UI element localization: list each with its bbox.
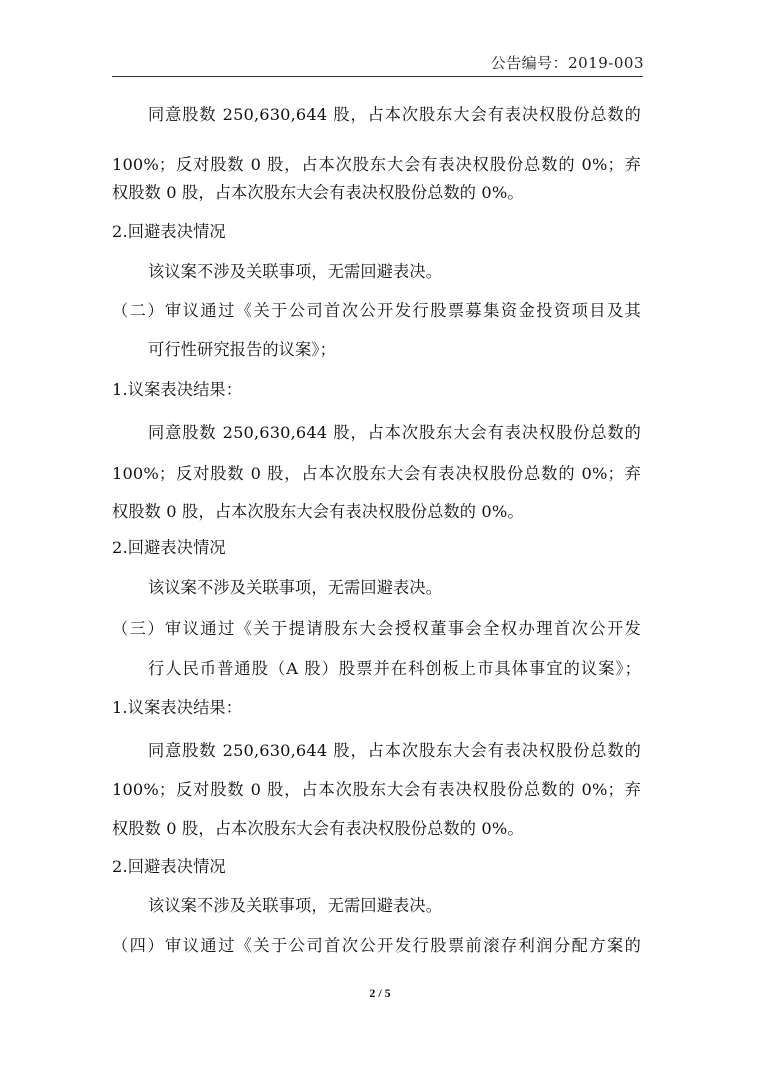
vote-result-paragraph-line: 100%；反对股数 0 股，占本次股东大会有表决权股份总数的 0%；弃	[112, 155, 641, 174]
header-rule	[112, 76, 643, 77]
vote-result-paragraph-line: 权股数 0 股，占本次股东大会有表决权股份总数的 0%。	[112, 819, 524, 838]
recusal-note: 该议案不涉及关联事项，无需回避表决。	[148, 262, 443, 281]
vote-result-paragraph-line: 同意股数 250,630,644 股，占本次股东大会有表决权股份总数的	[148, 423, 641, 442]
vote-result-paragraph-line: 100%；反对股数 0 股，占本次股东大会有表决权股份总数的 0%；弃	[112, 780, 641, 799]
section-heading: 2.回避表决情况	[112, 222, 226, 241]
resolution-title-line: （四）审议通过《关于公司首次公开发行股票前滚存利润分配方案的	[112, 936, 641, 955]
resolution-title-line: 行人民币普通股（A 股）股票并在科创板上市具体事宜的议案》；	[148, 659, 641, 678]
section-heading: 2.回避表决情况	[112, 857, 226, 876]
recusal-note: 该议案不涉及关联事项，无需回避表决。	[148, 578, 443, 597]
section-heading: 2.回避表决情况	[112, 538, 226, 557]
announcement-number: 公告编号：2019-003	[490, 54, 644, 72]
section-heading: 1.议案表决结果：	[112, 380, 243, 399]
page-number: 2 / 5	[369, 986, 391, 1000]
vote-result-paragraph-line: 权股数 0 股，占本次股东大会有表决权股份总数的 0%。	[112, 502, 524, 521]
section-heading: 1.议案表决结果：	[112, 698, 243, 717]
resolution-title-line: （二）审议通过《关于公司首次公开发行股票募集资金投资项目及其	[112, 301, 641, 320]
resolution-title-line: 可行性研究报告的议案》；	[148, 340, 336, 359]
recusal-note: 该议案不涉及关联事项，无需回避表决。	[148, 896, 443, 915]
vote-result-paragraph-line: 100%；反对股数 0 股，占本次股东大会有表决权股份总数的 0%；弃	[112, 464, 641, 483]
vote-result-paragraph-line: 同意股数 250,630,644 股，占本次股东大会有表决权股份总数的	[148, 105, 641, 124]
resolution-title-line: （三）审议通过《关于提请股东大会授权董事会全权办理首次公开发	[112, 619, 641, 638]
vote-result-paragraph-line: 权股数 0 股，占本次股东大会有表决权股份总数的 0%。	[112, 183, 524, 202]
vote-result-paragraph-line: 同意股数 250,630,644 股，占本次股东大会有表决权股份总数的	[148, 741, 641, 760]
